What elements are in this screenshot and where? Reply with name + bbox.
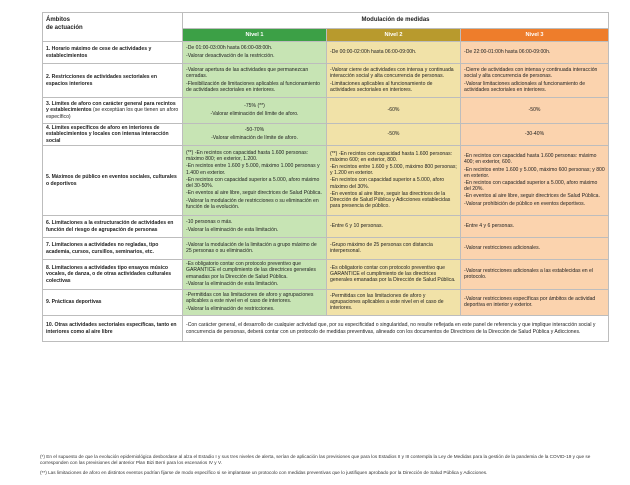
nivel-3-cell <box>461 216 609 238</box>
table-row <box>43 64 609 98</box>
ambito-label <box>43 260 183 290</box>
measure-text: -Valorar apertura de las actividades que permanezcan cerradas. <box>186 67 309 80</box>
measure-text: -50% <box>528 106 541 113</box>
measure-text: -Valorar restricciones específicas por ámbitos de actividad deportiva en interior y exterior. <box>464 295 596 308</box>
table-row <box>43 238 609 260</box>
nivel-3-cell <box>461 260 609 290</box>
measure-text: -Valorar limitaciones adicionales al funcionamiento de actividades sectoriales en interiores. <box>464 80 586 93</box>
nivel-3-cell <box>461 290 609 316</box>
ambitos-header: Ámbitos de actuación <box>43 13 183 42</box>
measure-text: (**) -En recintos con capacidad hasta 1.600 personas: máximo 800; en exterior, 1.200. <box>186 150 309 163</box>
nivel-1-cell <box>183 216 327 238</box>
ambito-label <box>43 146 183 216</box>
measure-text: -10 personas o más. <box>186 219 233 226</box>
measure-text: -En recintos entre 1.600 y 5.000, máximo 1.000 personas y 1.400 en exterior. <box>186 163 320 176</box>
measure-text: -En eventos al aire libre, seguir directrices de Salud Pública. <box>186 190 322 197</box>
ambito-subtitle: (se exceptúan los que tienen un aforo específico) <box>46 107 179 120</box>
measure-text: -Valorar la eliminación de esta limitación. <box>186 226 279 233</box>
footnote-1: (*) En el supuesto de que la evolución epidemiológica desbordase al alza el Estadio I y sus tres niveles de alerta, serían de aplicación las previsiones que para los Estadios II y III contempla la Ley de Medidas para la gestión de la pandemia de la COVID-19 y que se corresponden con las previsiones del anterior Plan Bizi Berri para los escenarios IV y V. <box>40 454 591 465</box>
ambito-label <box>43 98 183 124</box>
measure-text: -Valorar la eliminación de esta limitación. <box>186 280 279 287</box>
table-row <box>43 260 609 290</box>
measure-text: -Entre 4 y 6 personas. <box>464 222 515 229</box>
table-row <box>43 316 609 342</box>
measure-text: -Valorar desactivación de la restricción. <box>186 52 275 59</box>
nivel-1-cell <box>183 42 327 64</box>
measure-text: -Valorar restricciones adicionales a las establecidas en el protocolo. <box>464 267 594 280</box>
table-row <box>43 124 609 146</box>
all-levels-cell: -Con carácter general, el desarrollo de cualquier actividad que, por su especificidad o singularidad, no resulte reflejada en este panel de referencia y que implique interacción social y concurrencia de personas, deberá contar con un protocolo de medidas preventivas, alineado con los documentos de Directrices de la Dirección de Salud Pública y Adicciones. <box>183 316 609 342</box>
measure-text: -60% <box>387 106 400 113</box>
nivel-2-header: Nivel 2 <box>327 29 461 42</box>
measure-text: -30-40% <box>524 130 545 137</box>
measure-text: -De 22:00-01:00h hasta 06:00-09:00h. <box>464 48 551 55</box>
nivel-3-cell <box>461 146 609 216</box>
measure-text: -En recintos con capacidad hasta 1.600 personas: máximo 400; en exterior, 600. <box>464 153 597 166</box>
nivel-3-cell <box>461 42 609 64</box>
measure-text: -De 01:00-03:00h hasta 06:00-08:00h. <box>186 45 273 52</box>
nivel-3-cell <box>461 124 609 146</box>
footnote-2: (**) Las limitaciones de aforo en distintos eventos podrían fijarse de modo específico si se implantase un protocolo con medidas preventivas que lo justifiquen aprobado por la Dirección de Salud Pública y Adicciones. <box>40 470 488 475</box>
nivel-1-cell <box>183 290 327 316</box>
measure-text: -Valorar prohibición de público en eventos deportivos. <box>464 200 586 207</box>
nivel-1-cell <box>183 98 327 124</box>
measure-text: -Cierre de actividades con intensa y continuada interacción social y alta concurrencia de personas. <box>464 67 598 80</box>
measure-text: -75% (**) <box>244 103 265 110</box>
measure-text: -En recintos con capacidad superior a 5.000, aforo máximo del 30%. <box>330 177 445 190</box>
nivel-1-cell <box>183 146 327 216</box>
measure-text: -Grupo máximo de 25 personas con distancia interpersonal. <box>330 241 433 254</box>
modulacion-header: Modulación de medidas <box>183 13 609 29</box>
nivel-2-cell <box>327 42 461 64</box>
ambito-label <box>43 216 183 238</box>
measure-text: -Valorar la eliminación de restricciones. <box>186 305 275 312</box>
nivel-2-cell <box>327 238 461 260</box>
measure-text: -Permitidas con las limitaciones de aforo y agrupaciones aplicables a este nivel en el caso de interiores. <box>186 292 314 305</box>
measure-text: -Entre 6 y 10 personas. <box>330 222 383 229</box>
ambito-title: 2. Restricciones de actividades sectoriales en espacios interiores <box>46 74 157 87</box>
ambito-title: 5. Máximos de público en eventos sociales, culturales o deportivos <box>46 174 177 187</box>
ambito-title: 7. Limitaciones a actividades no regladas, tipo academia, cursos, cursillos, seminarios, etc. <box>46 242 159 255</box>
measure-text: -En recintos con capacidad superior a 5.000, aforo máximo del 20%. <box>464 180 598 193</box>
measures-panel <box>42 12 608 342</box>
nivel-2-cell <box>327 146 461 216</box>
measure-text: -Valorar la modulación de la limitación a grupo máximo de 25 personas o su eliminación. <box>186 241 317 254</box>
nivel-2-cell <box>327 64 461 98</box>
measure-text: -En eventos al aire libre, seguir directrices de Salud Pública. <box>464 193 600 200</box>
nivel-2-cell <box>327 290 461 316</box>
measure-text: -Limitaciones aplicables al funcionamiento de actividades sectoriales en interiores. <box>330 80 433 93</box>
nivel-1-cell <box>183 238 327 260</box>
nivel-1-cell <box>183 260 327 290</box>
measures-table <box>42 12 609 342</box>
table-row <box>43 42 609 64</box>
measure-text: -Valorar la modulación de restricciones o su eliminación en función de la evolución. <box>186 197 319 210</box>
ambito-label: 10. Otras actividades sectoriales específicas, tanto en interiores como al aire libre <box>43 316 183 342</box>
ambito-label <box>43 64 183 98</box>
ambito-label <box>43 290 183 316</box>
nivel-1-cell <box>183 124 327 146</box>
ambito-title: 3. Límites de aforo con carácter general para recintos y establecimientos <box>46 101 176 114</box>
nivel-3-cell <box>461 238 609 260</box>
measure-text: -Valorar eliminación del límite de aforo. <box>210 110 299 117</box>
ambito-label <box>43 42 183 64</box>
table-row <box>43 290 609 316</box>
nivel-2-cell <box>327 98 461 124</box>
table-row <box>43 216 609 238</box>
measure-text: -Permitidas con las limitaciones de aforo y agrupaciones aplicables a este nivel en el caso de interiores. <box>330 292 444 312</box>
nivel-2-cell <box>327 260 461 290</box>
ambito-title: 4. Límites específicos de aforo en interiores de establecimientos y locales con intensa interacción social <box>46 125 169 144</box>
measure-text: -En recintos con capacidad superior a 5.000, aforo máximo del 30-50%. <box>186 176 320 190</box>
ambito-title: 1. Horario máximo de cese de actividades y establecimientos <box>46 46 152 59</box>
nivel-3-cell <box>461 64 609 98</box>
nivel-3-cell <box>461 98 609 124</box>
ambito-label <box>43 238 183 260</box>
nivel-3-header: Nivel 3 <box>461 29 609 42</box>
measure-text: -50% <box>387 130 400 137</box>
measure-text: -Valorar restricciones adicionales. <box>464 244 541 251</box>
table-row <box>43 146 609 216</box>
ambito-label <box>43 124 183 146</box>
ambito-title: 9. Prácticas deportivas <box>46 299 102 306</box>
measure-text: -Valorar eliminación de límite de aforo. <box>211 134 298 141</box>
measure-text: -Valorar cierre de actividades con intensa y continuada interacción social y alta concurrencia de personas. <box>330 67 454 80</box>
nivel-2-cell <box>327 124 461 146</box>
measure-text: -Es obligatorio contar con protocolo preventivo que GARANTICE el cumplimiento de las directrices generales emanadas por la Dirección de Salud Pública. <box>186 261 316 280</box>
measure-text: -Es obligatorio contar con protocolo preventivo que GARANTICE el cumplimiento de las directrices generales emanadas por la Dirección de Salud Pública. <box>330 264 456 284</box>
ambito-title: 8. Limitaciones a actividades tipo ensayos músico vocales, de danza, o de otras actividades culturales colectivas <box>46 265 172 284</box>
nivel-2-cell <box>327 216 461 238</box>
nivel-1-cell <box>183 64 327 98</box>
measure-text: -Flexibilización de limitaciones aplicables al funcionamiento de actividades sectoriales en interiores. <box>186 80 320 93</box>
ambito-title: 6. Limitaciones a la estructuración de actividades en función del riesgo de agrupación de personas <box>46 220 174 233</box>
nivel-1-header: Nivel 1 <box>183 29 327 42</box>
measure-text: -En recintos entre 1.600 y 5.000, máximo 600 personas; y 800 en exterior. <box>464 166 605 179</box>
table-row <box>43 98 609 124</box>
measure-text: -50-70% <box>244 127 265 134</box>
measure-text: (**) -En recintos con capacidad hasta 1.600 personas: máximo 600; en exterior, 800. <box>330 150 453 163</box>
measure-text: -En recintos entre 1.600 y 5.000, máximo 800 personas; y 1.200 en exterior. <box>330 163 457 177</box>
measure-text: -En eventos al aire libre, seguir las directrices de la Dirección de Salud Pública y Adicciones establecidas para presencia de público. <box>330 190 451 210</box>
measure-text: -De 00:00-02:00h hasta 06:00-09:00h. <box>330 48 417 55</box>
